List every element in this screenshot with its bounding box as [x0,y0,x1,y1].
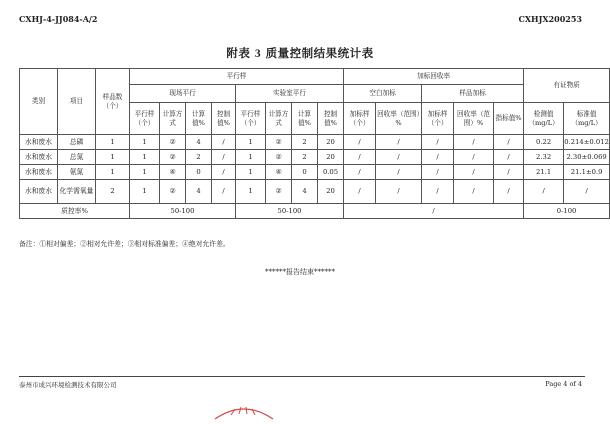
report-number: CXHJX200253 [518,14,582,24]
sub-header: 控制值% [212,103,236,135]
value-cell: / [494,150,524,165]
value-cell: 1 [236,150,266,165]
value-cell: ④ [266,165,292,180]
value-cell: 1 [130,180,160,204]
value-cell: / [212,180,236,204]
qc-rate-label: 质控率% [20,204,130,219]
sub-header: 平行样（个） [130,103,160,135]
value-cell: 1 [96,135,130,150]
value-cell: / [564,180,610,204]
value-cell: 0.22 [524,135,564,150]
value-cell: / [494,165,524,180]
sample-spike-header: 样品加标 [422,85,524,103]
document-code: CXHJ-4-JJ084-A/2 [19,14,98,24]
value-cell: / [422,135,454,150]
value-cell: / [212,150,236,165]
parallel-sample-header: 平行样 [130,69,344,85]
sub-header: 回收率（范围）% [454,103,494,135]
item-cell: 化学需氧量 [58,180,96,204]
value-cell: / [212,165,236,180]
value-cell: 1 [130,165,160,180]
value-cell: / [494,180,524,204]
lab-parallel-header: 实验室平行 [236,85,344,103]
sub-header: 控制值% [318,103,344,135]
value-cell: / [376,180,422,204]
spike-recovery-header: 加标回收率 [344,69,524,85]
value-cell: 2.32 [524,150,564,165]
value-cell: / [344,180,376,204]
value-cell: 20 [318,150,344,165]
value-cell: 2.30±0.069 [564,150,610,165]
col-sample-count-header: 样品数（个） [96,69,130,135]
value-cell: 4 [186,135,212,150]
report-end-marker: ******报告结束****** [265,268,335,276]
value-cell: / [454,135,494,150]
category-cell: 水和废水 [20,180,58,204]
value-cell: 21.1±0.9 [564,165,610,180]
sub-header: 计算值% [292,103,318,135]
value-cell: / [376,165,422,180]
table-row [20,180,610,204]
value-cell: 1 [96,150,130,165]
seal-mark [231,407,255,415]
sub-header: 计算方式 [160,103,186,135]
value-cell: 1 [236,180,266,204]
value-cell: 2 [96,180,130,204]
remarks-note: 备注：①相对偏差；②相对允许差；③相对标准偏差；④绝对允许差。 [19,240,230,248]
title-number: 3 [254,48,262,60]
value-cell: ② [266,135,292,150]
value-cell: 1 [96,165,130,180]
sub-header: 指标值% [494,103,524,135]
sub-header: 加标样（个） [422,103,454,135]
table-row [20,150,610,165]
qc-certified-rate: 0-100 [524,204,610,219]
value-cell: / [212,135,236,150]
item-cell: 氨氮 [58,165,96,180]
value-cell: 2 [292,135,318,150]
qc-lab-rate: 50-100 [236,204,344,219]
value-cell: 1 [236,165,266,180]
partial-seal-stamp [213,401,275,421]
value-cell: / [422,180,454,204]
sub-header: 计算方式 [266,103,292,135]
value-cell: 21.1 [524,165,564,180]
value-cell: 20 [318,180,344,204]
value-cell: / [454,165,494,180]
table-title [0,45,600,61]
table-row [20,135,610,150]
category-cell: 水和废水 [20,165,58,180]
sub-header: 标准值（mg/L） [564,103,610,135]
value-cell: / [454,180,494,204]
value-cell: / [344,135,376,150]
value-cell: 0 [292,165,318,180]
value-cell: 0 [186,165,212,180]
value-cell: ② [266,150,292,165]
value-cell: ② [160,135,186,150]
footer-divider [19,376,585,377]
category-cell: 水和废水 [20,135,58,150]
value-cell: 4 [186,180,212,204]
value-cell: 4 [292,180,318,204]
value-cell: 2 [186,150,212,165]
item-cell: 总磷 [58,135,96,150]
sub-header: 平行样（个） [236,103,266,135]
value-cell: 1 [130,135,160,150]
qc-field-rate: 50-100 [130,204,236,219]
certified-material-header: 有证物质 [524,69,610,103]
company-name: 泰州市成兴环境检测技术有限公司 [19,381,117,389]
value-cell: / [454,150,494,165]
value-cell: / [344,150,376,165]
seal-arc [215,409,273,419]
value-cell: 1 [130,150,160,165]
value-cell: / [524,180,564,204]
col-item-header: 项目 [58,69,96,135]
value-cell: / [494,135,524,150]
sub-header: 回收率（范围）% [376,103,422,135]
value-cell: ② [266,180,292,204]
table-row [20,165,610,180]
category-cell: 水和废水 [20,150,58,165]
qc-spike-rate: / [344,204,524,219]
title-prefix: 附表 [226,46,251,60]
page-number: Page 4 of 4 [545,380,582,388]
value-cell: ② [160,150,186,165]
value-cell: 20 [318,135,344,150]
value-cell: / [376,135,422,150]
blank-spike-header: 空白加标 [344,85,422,103]
item-cell: 总氮 [58,150,96,165]
value-cell: / [422,165,454,180]
value-cell: 0.214±0.012 [564,135,610,150]
qc-statistics-table [19,68,610,219]
value-cell: ④ [160,165,186,180]
value-cell: 0.05 [318,165,344,180]
qc-rate-row [20,204,610,219]
sub-header: 计算值% [186,103,212,135]
value-cell: / [376,150,422,165]
col-category-header: 类别 [20,69,58,135]
title-text: 质量控制结果统计表 [265,46,374,60]
value-cell: / [422,150,454,165]
value-cell: 2 [292,150,318,165]
sub-header: 检测值（mg/L） [524,103,564,135]
value-cell: / [344,165,376,180]
sub-header: 加标样（个） [344,103,376,135]
value-cell: 1 [236,135,266,150]
field-parallel-header: 现场平行 [130,85,236,103]
value-cell: ② [160,180,186,204]
